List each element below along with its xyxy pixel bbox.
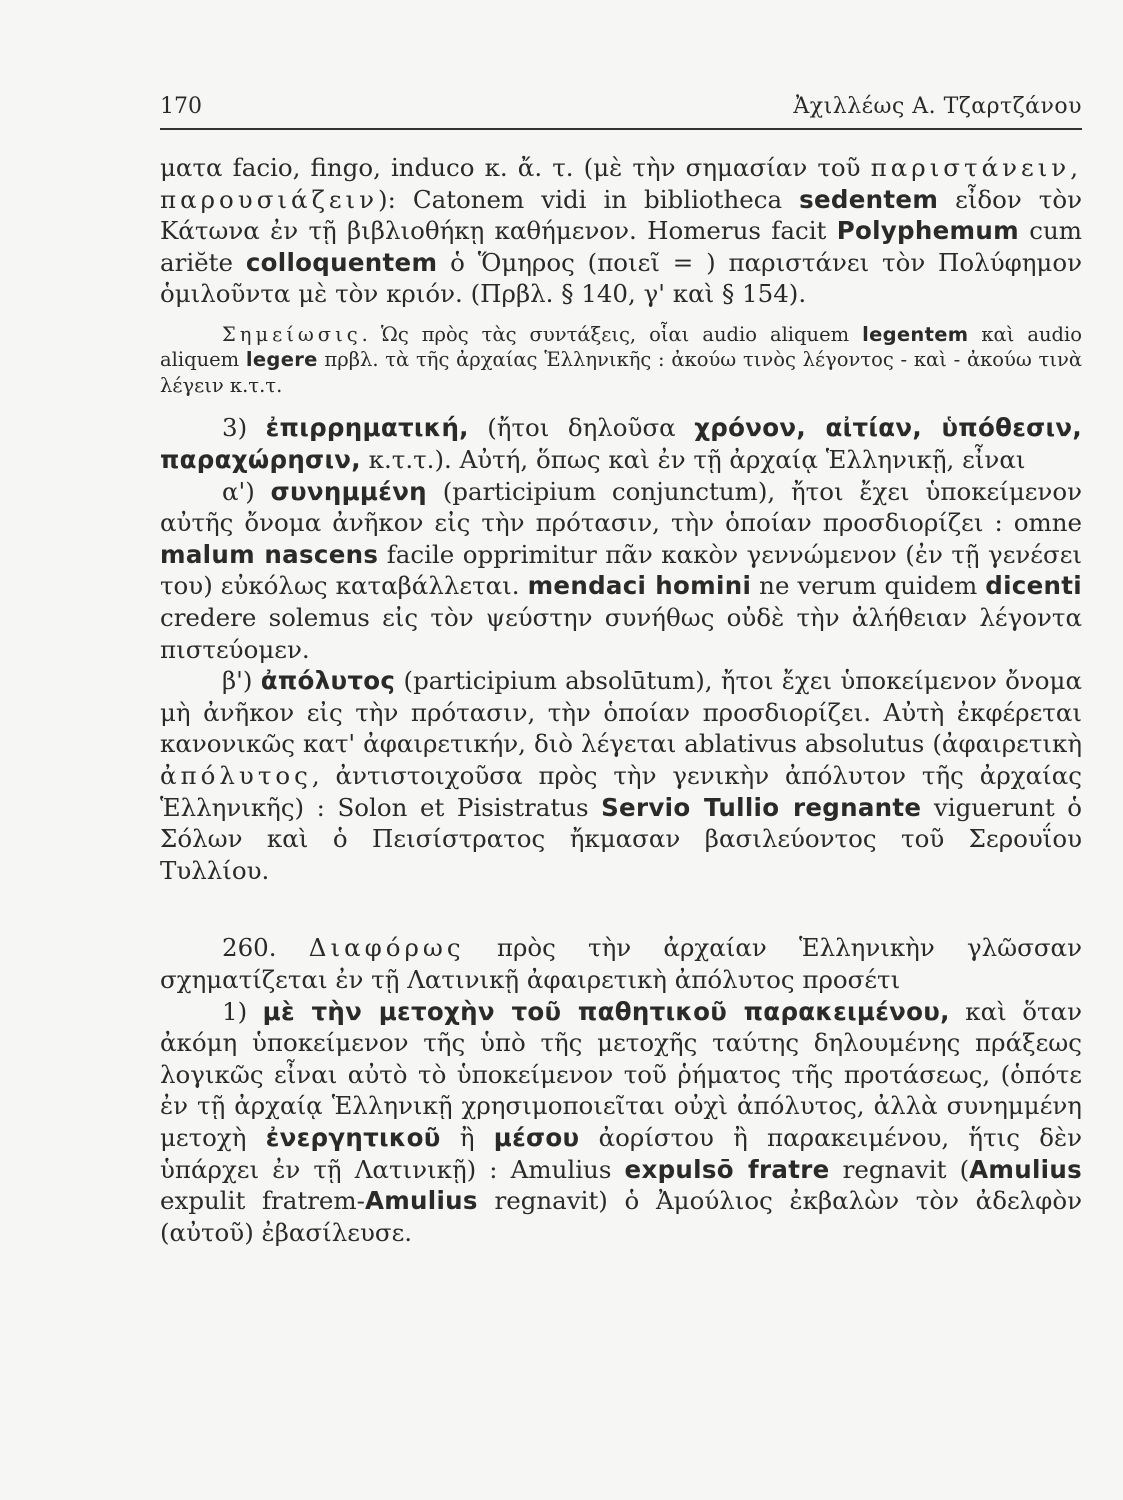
paragraph-absolutum: β') ἀπόλυτος (participium absolūtum), ἤτοι ἔχει ὑποκείμενον ὄνομα μὴ ἀνῆκον εἰς τὴν πρότασιν, τὴν ὁποίαν προσδιορίζει. Αὐτὴ ἐκφέρεται κανονικῶς κατ' ἀφαιρετικήν, διὸ λέγεται ablativus absolutus (ἀφαιρετικὴ ἀπόλυτος, ἀντιστοιχοῦσα πρὸς τὴν γενικὴν ἀπόλυτον τῆς ἀρχαίας Ἑλληνικῆς) : Solon et Pisistratus Servio Tullio regnante viguerunt ὁ Σόλων καὶ ὁ Πεισίστρατος ἤκμασαν βασιλεύοντος τοῦ Σερουΐου Τυλλίου.: [160, 666, 1082, 885]
paragraph-continuation: ματα facio, fingo, induco κ. ἄ. τ. (μὲ τὴν σημασίαν τοῦ παριστάνειν, παρουσιάζειν): Catonem vidi in bibliotheca sedentem εἶδον τὸν Κάτωνα ἐν τῇ βιβλιοθήκῃ καθήμενον. Homerus facit Polyphemum cum ariĕte colloquentem ὁ Ὅμηρος (ποιεῖ = ) παριστάνει τὸν Πολύφημον ὁμιλοῦντα μὲ τὸν κριόν. (Πρβλ. § 140, γ' καὶ § 154).: [160, 153, 1082, 309]
section-260: 260. Διαφόρως πρὸς τὴν ἀρχαίαν Ἑλληνικὴν γλῶσσαν σχηματίζεται ἐν τῇ Λατινικῇ ἀφαιρετικὴ ἀπόλυτος προσέτι: [160, 933, 1082, 994]
page-number: 170: [160, 94, 202, 119]
paragraph-conjunctum: α') συνημμένη (participium conjunctum), ἤτοι ἔχει ὑποκείμενον αὐτῆς ὄνομα ἀνῆκον εἰς τὴν πρότασιν, τὴν ὁποίαν προσδιορίζει : omne malum nascens facile opprimitur πᾶν κακὸν γεννώμενον (ἐν τῇ γενέσει του) εὐκόλως καταβάλλεται. mendaci homini ne verum quidem dicenti credere solemus εἰς τὸν ψεύστην συνήθως οὐδὲ τὴν ἀλήθειαν λέγοντα πιστεύομεν.: [160, 476, 1082, 664]
page-body: [160, 152, 1082, 1248]
paragraph-adverbial: 3) ἐπιρρηματική, (ἤτοι δηλοῦσα χρόνον, αἰτίαν, ὑπόθεσιν, παραχώρησιν, κ.τ.τ.). Αὐτή, ὅπως καὶ ἐν τῇ ἀρχαίᾳ Ἑλληνικῇ, εἶναι: [160, 413, 1083, 475]
note-paragraph: Σημείωσις. Ὡς πρὸς τὰς συντάξεις, οἷαι audio aliquem legentem καὶ audio aliquem legere πρβλ. τὰ τῆς ἀρχαίας Ἑλληνικῆς : ἀκούω τινὸς λέγοντος - καὶ - ἀκούω τινὰ λέγειν κ.τ.τ.: [160, 322, 1083, 397]
paragraph-passive-participle: 1) μὲ τὴν μετοχὴν τοῦ παθητικοῦ παρακειμένου, καὶ ὅταν ἀκόμη ὑποκείμενον τῆς ὑπὸ τῆς μετοχῆς ταύτης δηλουμένης πράξεως λογικῶς εἶναι αὐτὸ τὸ ὑποκείμενον τοῦ ῥήματος τῆς προτάσεως, (ὁπότε ἐν τῇ ἀρχαίᾳ Ἑλληνικῇ χρησιμοποιεῖται οὐχὶ ἀπόλυτος, ἀλλὰ συνημμένη μετοχὴ ἐνεργητικοῦ ἢ μέσου ἀορίστου ἢ παρακειμένου, ἥτις δὲν ὑπάρχει ἐν τῇ Λατινικῇ) : Amulius expulsō fratre regnavit (Amulius expulit fratrem-Amulius regnavit) ὁ Ἀμούλιος ἐκβαλὼν τὸν ἀδελφὸν (αὐτοῦ) ἐβασίλευσε.: [160, 996, 1082, 1247]
running-header: [160, 92, 1082, 130]
book-page: [160, 92, 1082, 1248]
running-title: Ἀχιλλέως Α. Τζαρτζάνου: [793, 94, 1082, 119]
